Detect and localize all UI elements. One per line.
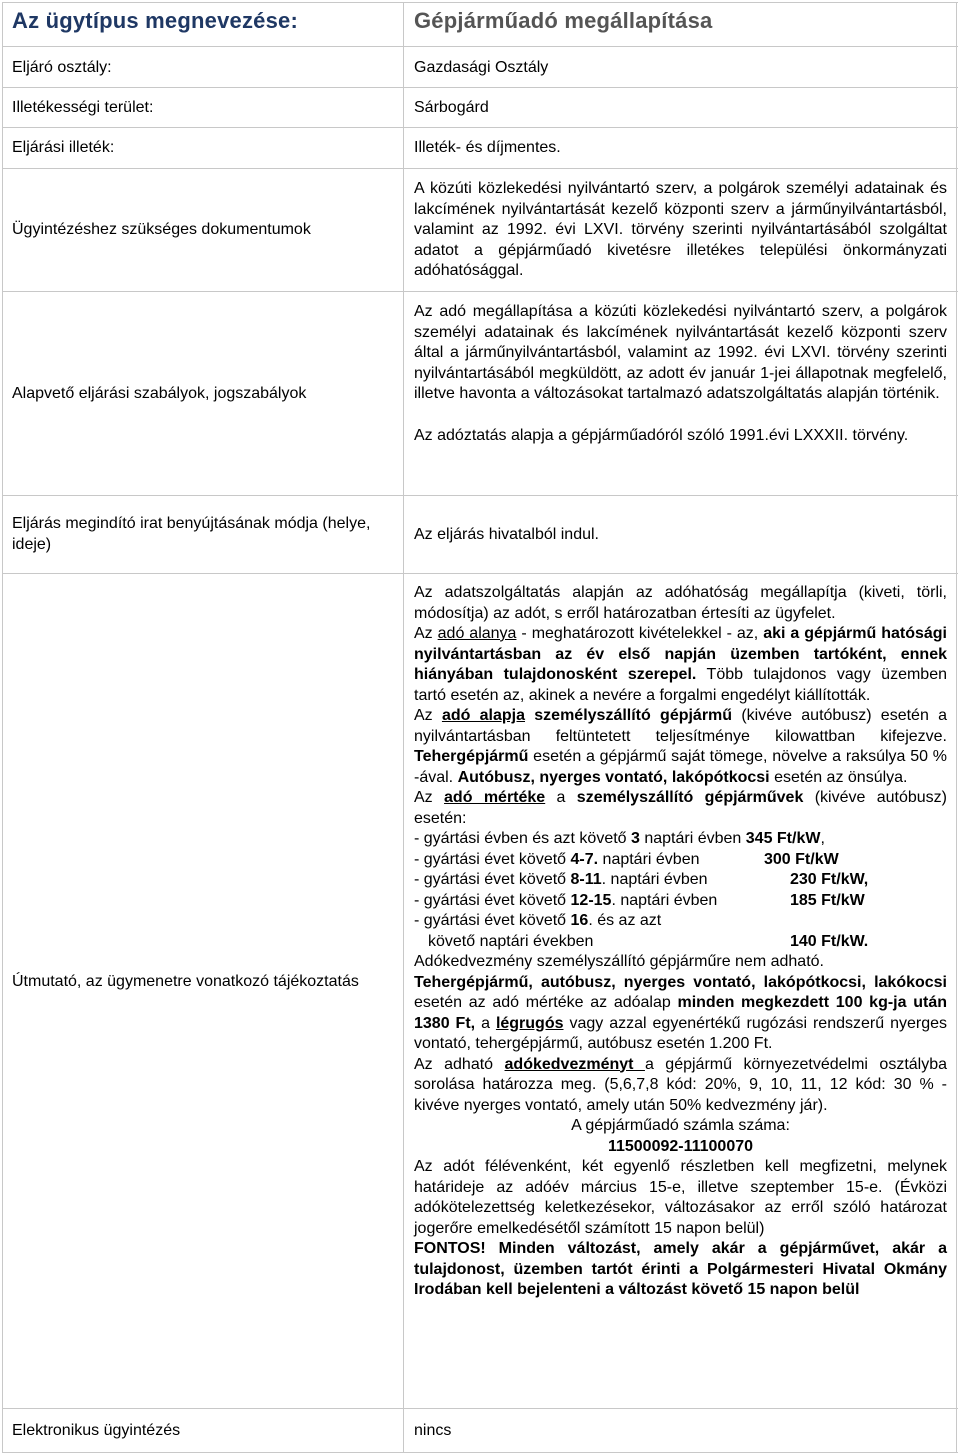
ado-alanya-paragraph: Az adó alanya - meghatározott kivételekkel - az, aki a gépjármű hatósági nyilvántartásban az év első napján üzemben tartóként, ennek hiányában tulajdonosként szerepel. Több tulajdonos vagy üzemben tartó esetén az, akinek a nevére a forgalmi engedélyt kiállították.	[414, 625, 948, 704]
value-dokumentumok: A közúti közlekedési nyilvántartó szerv, a polgárok személyi adatainak és lakcímének nyilvántartását kezelő központi szerv a járműnyilvántartásból, valamint az 1992. évi LXVI. törvény szerinti nyilvántartásából szolgáltat adatot a gépjárműadó kivetésre illetékes települési önkormányzati adóhatósággal.	[414, 180, 947, 279]
label-utmutato: Útmutató, az ügymenetre vonatkozó tájékoztatás	[12, 973, 359, 990]
row-divider	[2, 2, 958, 3]
column-divider	[403, 2, 404, 1453]
table-border-left	[2, 2, 3, 1453]
label-illetekessegi-terulet: Illetékességi terület:	[12, 99, 154, 116]
szabalyok-paragraph-1: Az adó megállapítása a közúti közlekedési nyilvántartó szerv, a polgárok személyi adatainak és lakcímének nyilvántartását kezelő központi szerv által a járműnyilvántartásból, valamint az 1992. évi LXVI. törvény szerinti nyilvántartásából megküldött, az adott év január 1-jei állapotnak megfelelő, illetve havonta a változásokat tartalmazó adatszolgáltatás alapján történik.	[414, 303, 947, 402]
kedvezmeny-note: Adókedvezmény személyszállító gépjárműre nem adható.	[414, 953, 824, 970]
rate-value: 300 Ft/kW	[764, 850, 839, 868]
rate-value: 345 Ft/kW	[745, 830, 821, 847]
table-border-bottom	[2, 1452, 958, 1453]
label-eljaro-osztaly: Eljáró osztály:	[12, 59, 112, 76]
ado-alapja-paragraph: Az adó alapja személyszállító gépjármű (kivéve autóbusz) esetén a nyilvántartásban feltüntetett teljesítménye kilowattban kifejezve. Tehergépjármű esetén a gépjármű saját tömege, növelve a raksúlya 50 % -ával. Autóbusz, nyerges vontató, lakópótkocsi esetén az önsúlya.	[414, 707, 947, 786]
rate-value: 140 Ft/kW.	[790, 932, 869, 950]
rate-row: - gyártási évet követő 4-7. naptári évben 300 Ft/kW	[414, 850, 947, 871]
rate-value: 185 Ft/kW	[790, 891, 865, 909]
row-divider	[2, 87, 958, 88]
szamla-label: A gépjárműadó számla száma:	[571, 1117, 790, 1134]
rate-list	[414, 829, 947, 952]
value-eljarasi-illetek: Illeték- és díjmentes.	[414, 139, 561, 156]
row-divider	[2, 1408, 958, 1409]
table-border-right	[956, 2, 957, 1453]
fontos-paragraph: FONTOS! Minden változást, amely akár a gépjárművet, akár a tulajdonost, üzemben tartót érinti a Polgármesteri Hivatal Okmány Irodában kell bejelenteni a változást követő 15 napon belül	[414, 1240, 947, 1298]
adokedvezmeny-paragraph: Az adható adókedvezményt a gépjármű környezetvédelmi osztályba sorolása határozza meg. (5,6,7,8 kód: 20%, 9, 10, 11, 12 kód: 30 % - kivéve nyerges vontató, amely után 50% kedvezmény jár).	[414, 1055, 948, 1114]
rate-row: - gyártási évet követő 16. és az azt	[414, 912, 662, 929]
value-megindito-irat: Az eljárás hivatalból indul.	[414, 526, 599, 543]
legrugos-term: légrugós	[495, 1014, 564, 1032]
teher-paragraph: Tehergépjármű, autóbusz, nyerges vontató, lakópótkocsi, lakókocsi esetén az adó mértéke az adóalap minden megkezdett 100 kg-ja után 1380 Ft, a légrugós vagy azzal egyenértékű rugózási rendszerű nyerges vontató, tehergépjármű, autóbusz esetén 1.200 Ft.	[414, 973, 948, 1052]
value-illetekessegi-terulet: Sárbogárd	[414, 99, 489, 116]
value-utmutato	[414, 583, 947, 1301]
label-eljarasi-illetek: Eljárási illeték:	[12, 139, 115, 156]
value-elektronikus-ugyintezes: nincs	[414, 1422, 452, 1439]
label-megindito-irat: Eljárás megindító irat benyújtásának módja (helye, ideje)	[12, 515, 371, 553]
ado-merteke-paragraph: Az adó mértéke a személyszállító gépjárművek (kivéve autóbusz) esetén:	[414, 789, 947, 827]
row-divider	[2, 573, 958, 574]
rate-row: követő naptári években 140 Ft/kW.	[414, 932, 947, 953]
row-divider	[2, 291, 958, 292]
adokedvezmeny-term: adókedvezményt	[504, 1055, 645, 1073]
label-eljarasi-szabalyok: Alapvető eljárási szabályok, jogszabályok	[12, 385, 307, 402]
rate-value: 230 Ft/kW,	[790, 871, 869, 888]
fizetes-paragraph: Az adót félévenként, két egyenlő részletben kell megfizetni, melynek határideje az adóév március 15-e, illetve szeptember 15-e. (Évközi adókötelezettség keletkezésekor, változásakor az erről szóló határozat jogerőre emelkedésétől számított 15 napon belül)	[414, 1158, 947, 1237]
header-right-title: Gépjárműadó megállapítása	[414, 8, 713, 33]
row-divider	[2, 46, 958, 47]
ado-alapja-term: adó alapja	[441, 707, 526, 724]
rate-row: - gyártási évet követő 12-15. naptári évben 185 Ft/kW	[414, 891, 947, 912]
rate-row: - gyártási évet követő 8-11. naptári évben 230 Ft/kW,	[414, 870, 947, 891]
label-dokumentumok: Ügyintézéshez szükséges dokumentumok	[12, 221, 311, 238]
ado-merteke-term: adó mértéke	[444, 789, 546, 806]
header-left-title: Az ügytípus megnevezése:	[12, 8, 298, 33]
row-divider	[2, 495, 958, 496]
row-divider	[2, 127, 958, 128]
szamla-number: 11500092-11100070	[607, 1137, 754, 1155]
row-divider	[2, 168, 958, 169]
szabalyok-paragraph-2: Az adóztatás alapja a gépjárműadóról szóló 1991.évi LXXXII. törvény.	[414, 426, 909, 444]
rate-row: - gyártási évben és azt követő 3 naptári évben 345 Ft/kW,	[414, 830, 825, 847]
value-eljaro-osztaly: Gazdasági Osztály	[414, 59, 549, 76]
ado-alanya-term: adó alanya	[437, 625, 517, 642]
value-eljarasi-szabalyok	[414, 302, 947, 446]
label-elektronikus-ugyintezes: Elektronikus ügyintézés	[12, 1422, 181, 1439]
utmutato-paragraph-1: Az adatszolgáltatás alapján az adóhatóság megállapítja (kiveti, törli, módosítja) az adót, s erről határozatban értesíti az ügyfelet.	[414, 584, 947, 622]
